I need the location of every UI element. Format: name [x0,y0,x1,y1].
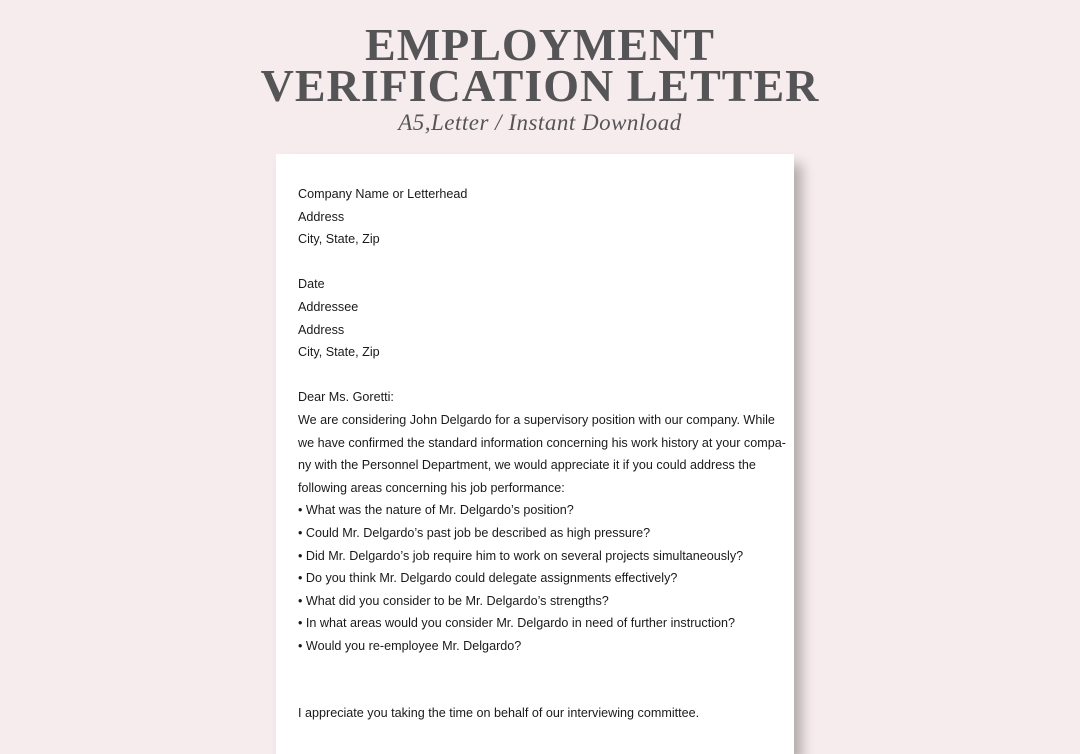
bullet-item: • What did you consider to be Mr. Delgardo’s strengths? [298,593,609,608]
letter-page [276,154,794,754]
spacer [298,251,776,274]
sender-company: Company Name or Letterhead [298,187,468,201]
closing-line: I appreciate you taking the time on behalf of our interviewing committee. [298,706,700,721]
salutation: Dear Ms. Goretti: [298,390,394,405]
sender-city: City, State, Zip [298,232,380,247]
title-line-2: VERIFICATION LETTER [260,60,820,111]
bullet-item: • In what areas would you consider Mr. Delgardo in need of further instruction? [298,616,736,631]
spacer [298,657,776,702]
spacer [298,364,776,387]
letter-body [298,183,786,725]
sender-address: Address [298,209,345,224]
letter-date: Date [298,277,325,292]
body-line: We are considering John Delgardo for a supervisory position with our company. While [298,412,775,427]
bullet-item: • Could Mr. Delgardo’s past job be described as high pressure? [298,525,651,540]
title-line-1: EMPLOYMENT [365,19,715,70]
bullet-item: • Did Mr. Delgardo’s job require him to work on several projects simultaneously? [298,548,744,563]
recipient-city: City, State, Zip [298,345,380,360]
body-line: following areas concerning his job performance: [298,480,565,495]
recipient-address: Address [298,322,345,337]
bullet-item: • What was the nature of Mr. Delgardo’s position? [298,503,574,518]
bullet-item: • Do you think Mr. Delgardo could delegate assignments effectively? [298,571,678,586]
recipient-name: Addressee [298,299,359,314]
bullet-item: • Would you re-employee Mr. Delgardo? [298,638,522,653]
body-line: we have confirmed the standard information concerning his work history at your compa- [298,435,786,450]
subtitle: A5,Letter / Instant Download [398,110,682,135]
body-line: ny with the Personnel Department, we would appreciate it if you could address the [298,458,756,473]
